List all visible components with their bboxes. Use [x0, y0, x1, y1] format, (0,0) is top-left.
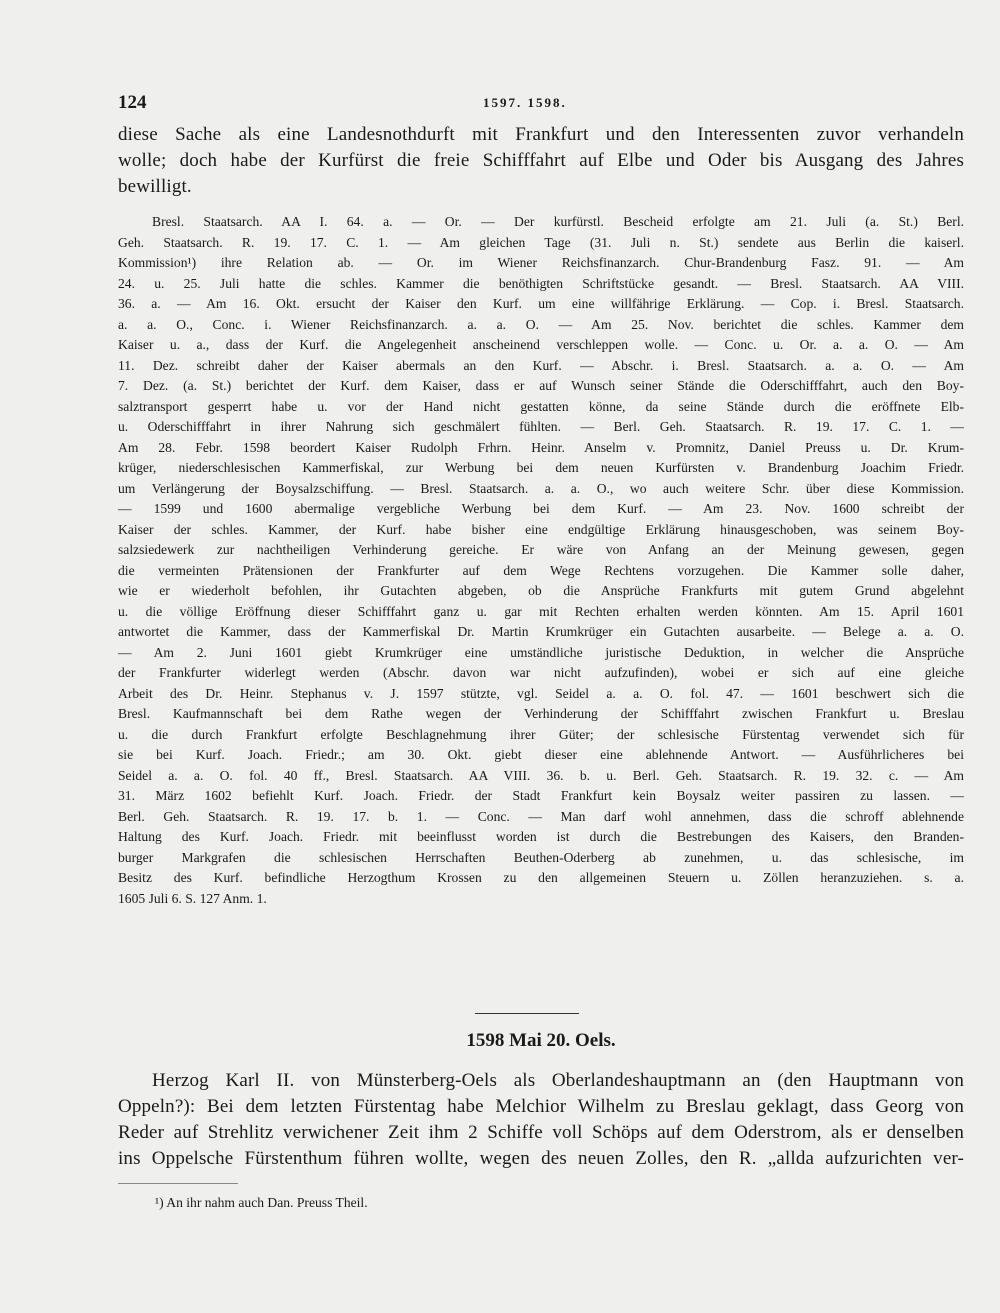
- note-line: der Frankfurter widerlegt werden (Abschr. davon war nicht aufzufinden), wobei er sich auf eine gleiche: [118, 665, 964, 680]
- note-line: Bresl. Kaufmannschaft bei dem Rathe wegen der Verhinderung der Schifffahrt zwischen Frankfurt u. Breslau: [118, 706, 964, 721]
- note-line: Seidel a. a. O. fol. 40 ff., Bresl. Staatsarch. AA VIII. 36. b. u. Berl. Geh. Staatsarch. R. 19. 32. c. — Am: [118, 767, 964, 783]
- text-line: Oppeln?): Bei dem letzten Fürstentag habe Melchior Wilhelm zu Breslau geklagt, dass Georg von: [118, 1096, 964, 1117]
- running-title: 1597. 1598.: [483, 95, 567, 110]
- note-line: Besitz des Kurf. befindliche Herzogthum Krossen zu den allgemeinen Steuern u. Zöllen heranzuziehen. s. a.: [118, 870, 964, 885]
- paragraph-2: [118, 1068, 964, 1172]
- note-line: — Am 2. Juni 1601 giebt Krumkrüger eine umständliche juristische Deduktion, in welcher die Ansprüche: [118, 644, 964, 660]
- section-heading: 1598 Mai 20. Oels.: [466, 1030, 616, 1051]
- text-line: wolle; doch habe der Kurfürst die freie Schifffahrt auf Elbe und Oder bis Ausgang des Jahres: [118, 150, 964, 171]
- note-line: a. a. O., Conc. i. Wiener Reichsfinanzarch. a. a. O. — Am 25. Nov. berichtet die schles. Kammer dem: [118, 316, 964, 332]
- text-line: Herzog Karl II. von Münsterberg-Oels als Oberlandeshauptmann an (den Hauptmann von: [152, 1070, 964, 1091]
- note-line: 7. Dez. (a. St.) berichtet der Kurf. dem Kaiser, dass er auf Wunsch seiner Stände die Oderschifffahrt, auch den Boy-: [118, 378, 964, 393]
- note-line: burger Markgrafen die schlesischen Herrschaften Beuthen-Oderberg ab zunehmen, u. das schlesische, im: [118, 849, 964, 865]
- note-line: Berl. Geh. Staatsarch. R. 19. 17. b. 1. — Conc. — Man darf wohl annehmen, dass die schroff ablehnende: [118, 808, 964, 824]
- note-line: u. die durch Frankfurt erfolgte Beschlagnehmung ihrer Güter; der schlesische Fürstentag verwendet sich für: [118, 726, 964, 742]
- paragraph-1: [118, 122, 964, 200]
- note-line: Haltung des Kurf. Joach. Friedr. mit beeinflusst worden ist durch die Bestrebungen des Kaisers, den Branden-: [118, 829, 964, 844]
- note-line: die vermeinten Prätensionen der Frankfurter auf dem Wege Rechtens vorzugehen. Die Kammer solle daher,: [118, 562, 964, 578]
- note-line: Kaiser der schles. Kammer, der Kurf. habe bisher eine endgültige Erklärung hinausgeschoben, was seinem Boy-: [118, 521, 964, 537]
- note-line: Kaiser u. a., dass der Kurf. die Angelegenheit anscheinend verschleppen wolle. — Conc. u. Or. a. a. O. — Am: [118, 337, 964, 352]
- note-line: Geh. Staatsarch. R. 19. 17. C. 1. — Am gleichen Tage (31. Juli n. St.) sendete aus Berlin die kaiserl.: [118, 234, 964, 250]
- note-line: — 1599 und 1600 abermalige vergebliche Werbung bei dem Kurf. — Am 23. Nov. 1600 schreibt der: [118, 501, 964, 516]
- note-line: 11. Dez. schreibt daher der Kaiser abermals an den Kurf. — Abschr. i. Bresl. Staatsarch. a. a. O. — Am: [118, 357, 964, 373]
- note-line: Bresl. Staatsarch. AA I. 64. a. — Or. — Der kurfürstl. Bescheid erfolgte am 21. Juli (a. St.) Berl.: [152, 214, 964, 229]
- section-divider: [475, 1013, 579, 1014]
- text-line: diese Sache als eine Landesnothdurft mit Frankfurt und den Interessenten zuvor verhandeln: [118, 124, 964, 145]
- footnote: ¹) An ihr nahm auch Dan. Preuss Theil.: [155, 1195, 368, 1210]
- note-line: u. die völlige Eröffnung dieser Schifffahrt ganz u. gar mit Rechten erhalten werden könnten. Am 15. April 1601: [118, 603, 964, 619]
- note-line: salztransport gesperrt habe u. vor der Hand nicht gestatten könne, da seine Stände durch die eröffnete Elb-: [118, 398, 964, 414]
- text-line: ins Oppelsche Fürstenthum führen wollte, wegen des neuen Zolles, den R. „allda aufzurichten ver-: [118, 1148, 964, 1169]
- note-line: Am 28. Febr. 1598 beordert Kaiser Rudolph Frhrn. Heinr. Anselm v. Promnitz, Daniel Preuss u. Dr. Krum-: [118, 439, 964, 455]
- text-line: bewilligt.: [118, 176, 192, 197]
- note-line: u. Oderschifffahrt in ihrer Nahrung sich geschmälert fühlten. — Berl. Geh. Staatsarch. R. 19. 17. C. 1. —: [118, 419, 964, 434]
- page-number: 124: [118, 92, 147, 113]
- note-line: salzsiedewerk zur nachtheiligen Verhinderung gereiche. Er wäre von Anfang an der Meinung gewesen, gegen: [118, 542, 964, 557]
- note-line: Kommission¹) ihre Relation ab. — Or. im Wiener Reichsfinanzarch. Chur-Brandenburg Fasz. 91. — Am: [118, 255, 964, 270]
- note-line: um Verlängerung der Boysalzschiffung. — Bresl. Staatsarch. a. a. O., wo auch weitere Schr. über diese Kommission.: [118, 480, 964, 496]
- note-line: antwortet die Kammer, dass der Kammerfiskal Dr. Martin Krumkrüger ein Gutachten ausarbeite. — Belege a. a. O.: [118, 624, 964, 639]
- note-line: sie bei Kurf. Joach. Friedr.; am 30. Okt. giebt dieser eine ablehnende Antwort. — Ausführlicheres bei: [118, 747, 964, 762]
- text-line: Reder auf Strehlitz verwichener Zeit ihm 2 Schiffe voll Schöps auf dem Oderstrom, als er denselben: [118, 1122, 964, 1143]
- note-line: Arbeit des Dr. Heinr. Stephanus v. J. 1597 stützte, vgl. Seidel a. a. O. fol. 47. — 1601 beschwert sich die: [118, 685, 964, 701]
- note-line: 1605 Juli 6. S. 127 Anm. 1.: [118, 890, 267, 906]
- note-line: wie er wiederholt befohlen, ihr Gutachten abgeben, ob die Ansprüche Frankfurts mit gutem Grund abgelehnt: [118, 583, 964, 598]
- running-head: [118, 92, 964, 116]
- note-line: 31. März 1602 befiehlt Kurf. Joach. Friedr. der Stadt Frankfurt kein Boysalz weiter passiren zu lassen. —: [118, 788, 964, 803]
- note-line: 24. u. 25. Juli hatte die schles. Kammer die benöthigten Schriftstücke gesandt. — Bresl. Staatsarch. AA VIII.: [118, 275, 964, 291]
- note-line: 36. a. — Am 16. Okt. ersucht der Kaiser den Kurf. um eine willfährige Erklärung. — Cop. i. Bresl. Staatsarch.: [118, 296, 964, 311]
- footnote-rule: [118, 1183, 238, 1184]
- note-line: krüger, niederschlesischen Kammerfiskal, zur Werbung bei dem neuen Kurfürsten v. Brandenburg Joachim Friedr.: [118, 460, 964, 475]
- archival-notes: [118, 212, 964, 909]
